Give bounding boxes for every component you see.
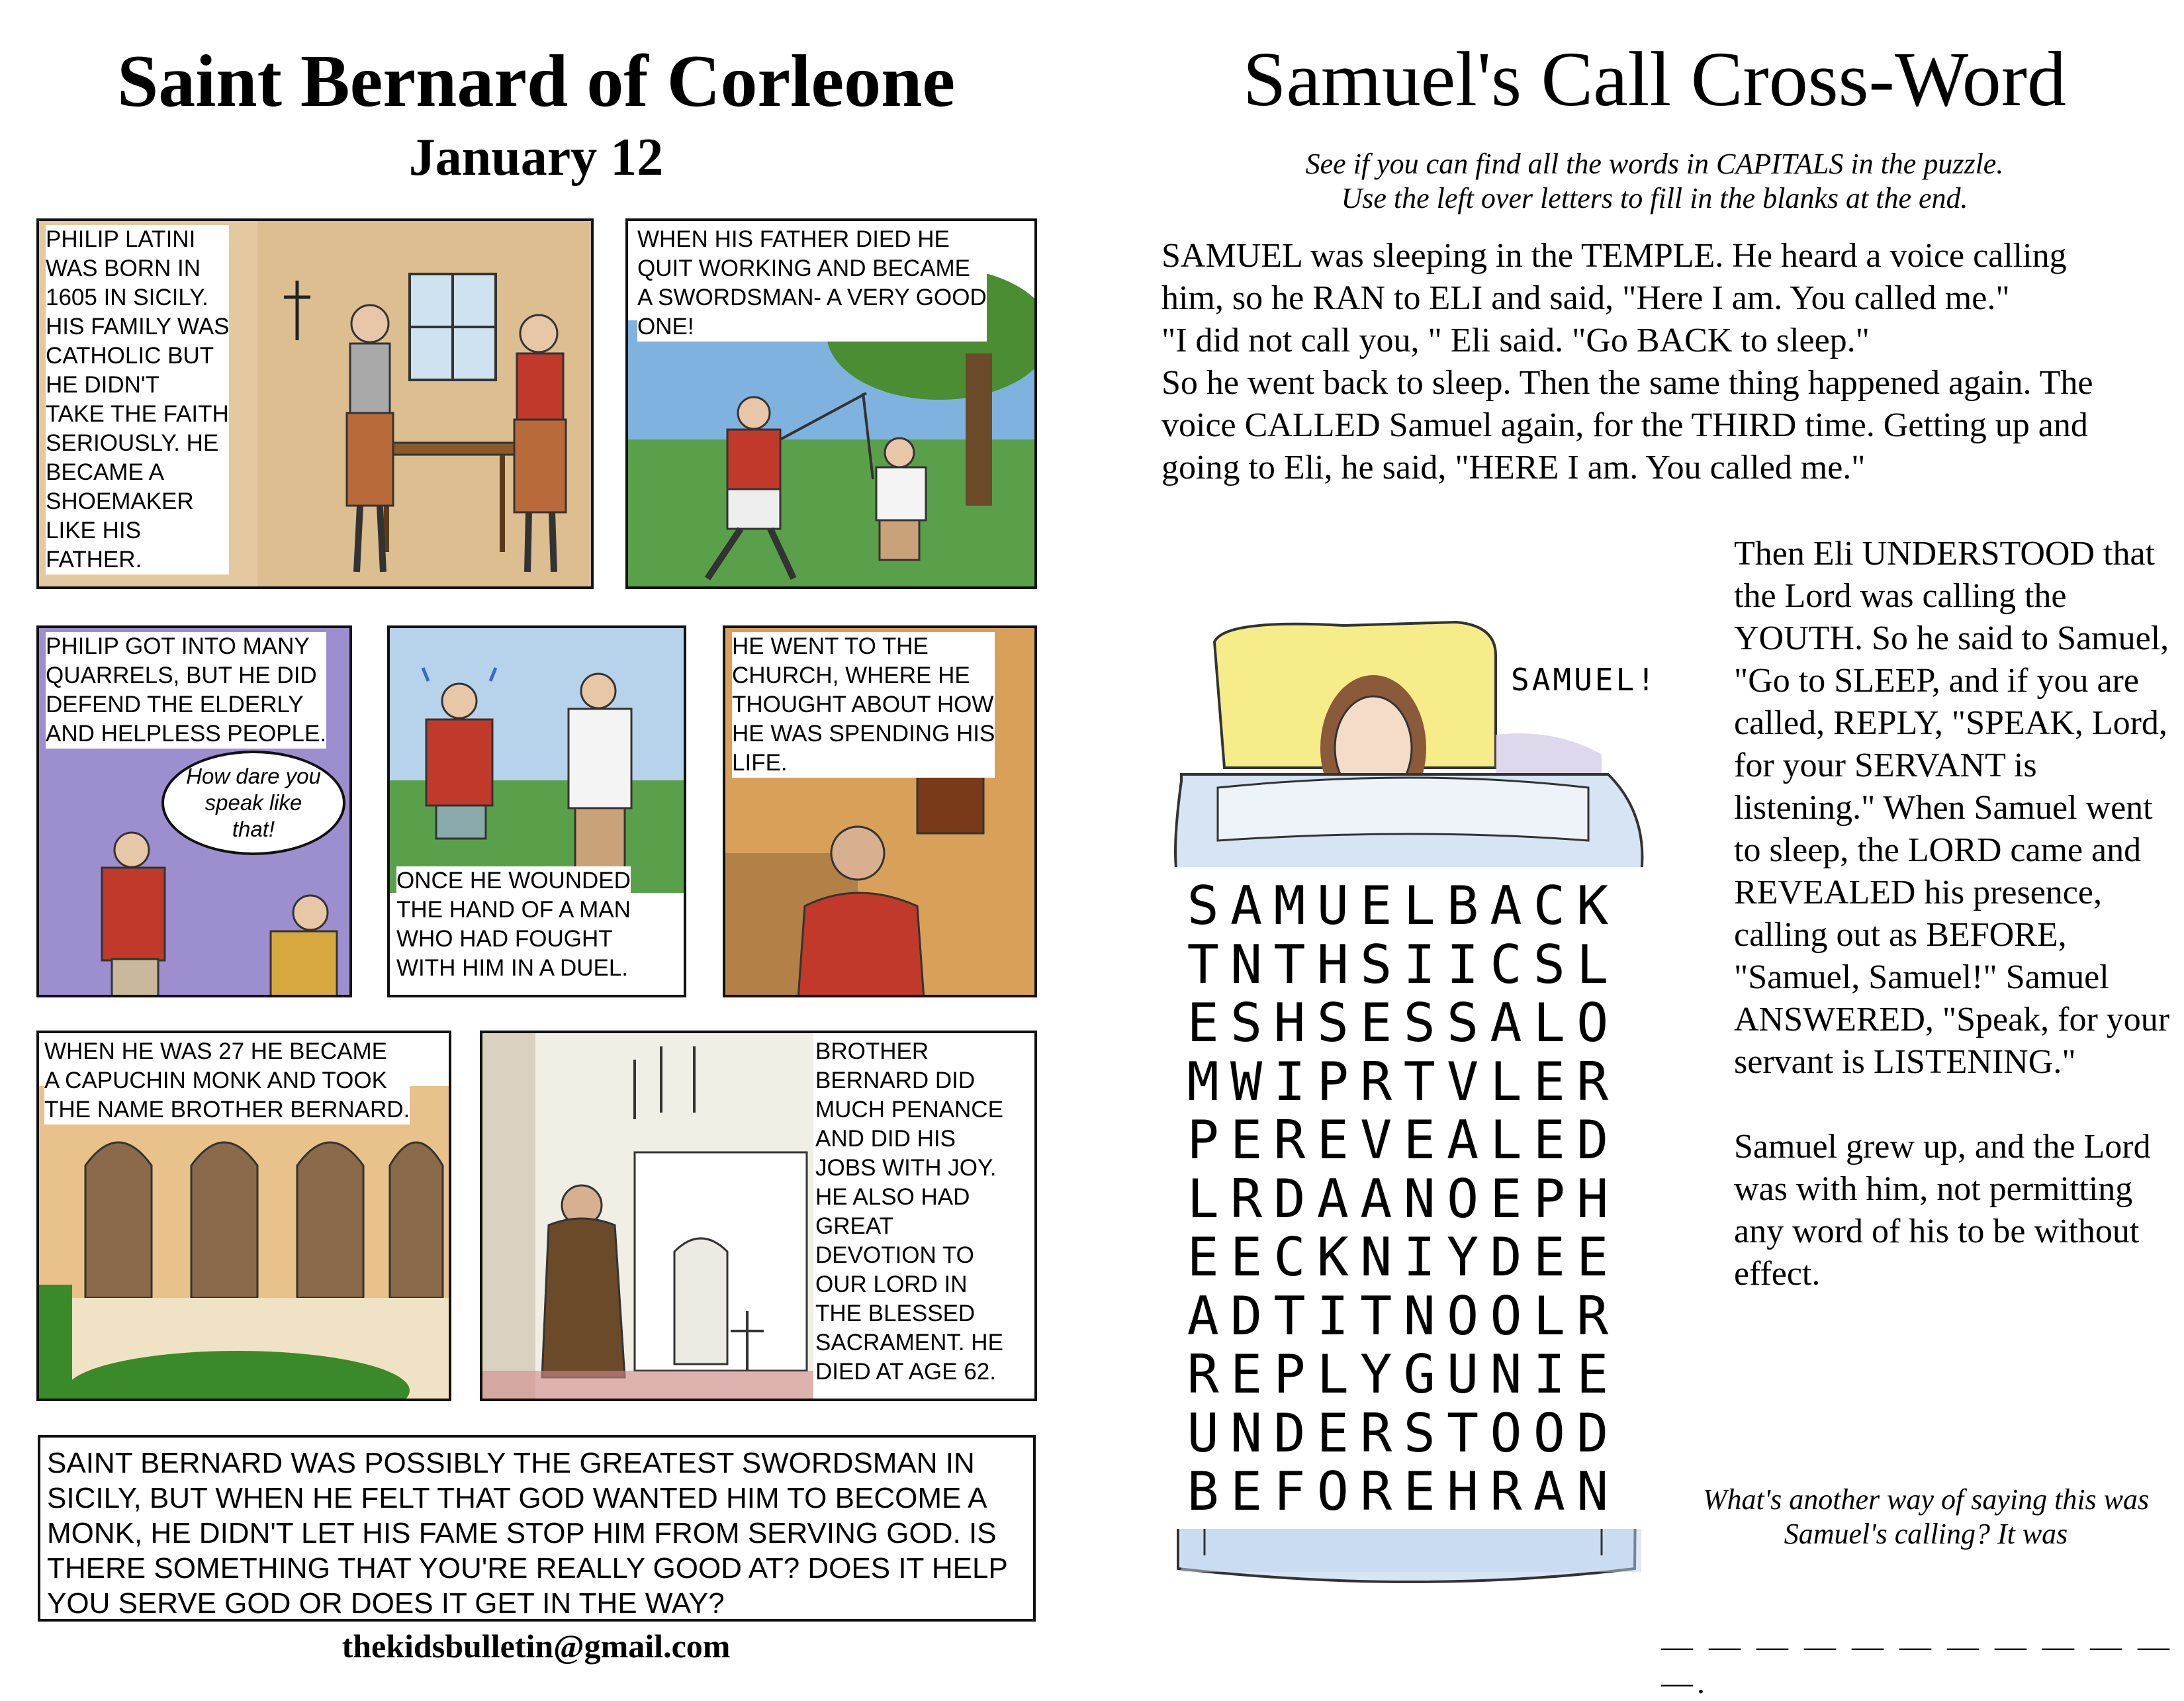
grid-letter[interactable]: A [1490,875,1522,937]
grid-letter[interactable]: O [1490,1285,1522,1347]
grid-letter[interactable]: N [1230,933,1263,995]
grid-letter[interactable]: R [1576,1050,1609,1113]
grid-letter[interactable]: U [1187,1402,1219,1464]
panel-caption: WHEN HIS FATHER DIED HE QUIT WORKING AND BECAME A SWORDSMAN- A VERY GOOD ONE! [637,225,987,342]
grid-letter[interactable]: A [1230,875,1263,937]
grid-letter[interactable]: K [1316,1226,1349,1289]
grid-row [1181,1170,1658,1229]
grid-letter[interactable]: E [1360,875,1392,937]
grid-letter[interactable]: A [1446,1109,1479,1172]
grid-row [1181,1287,1658,1346]
grid-letter[interactable]: W [1230,1050,1263,1113]
grid-letter[interactable]: O [1316,1461,1349,1523]
grid-letter[interactable]: R [1187,1344,1219,1406]
grid-letter[interactable]: S [1360,933,1392,995]
story-text: SAMUEL was sleeping in the TEMPLE. He heard a voice calling him, so he RAN to ELI and said, "Here I am. You called me." "I did not call you, " Eli said. "Go BACK to sleep." So he went back to sleep. Then the same thing happened again. The voice CALLED Samuel again, for the THIRD time. Getting up and going to Eli, he said, "HERE I am. You called me." [1161,237,2093,486]
grid-letter[interactable]: E [1576,1226,1609,1289]
grid-letter[interactable]: N [1360,1226,1392,1289]
grid-letter[interactable]: E [1230,1461,1263,1523]
answer-blanks[interactable]: — — — — — — — — — — — —. [1661,1629,2173,1700]
grid-letter[interactable]: P [1533,1168,1565,1230]
grid-row [1181,1404,1658,1463]
grid-letter[interactable]: B [1446,875,1479,937]
grid-letter[interactable]: R [1230,1168,1263,1230]
grid-letter[interactable]: Y [1360,1344,1392,1406]
grid-letter[interactable]: L [1576,933,1609,995]
grid-letter[interactable]: N [1576,1461,1609,1523]
comic-panel-quarrels [36,625,352,997]
grid-row [1181,994,1658,1053]
panel-caption: BROTHER BERNARD DID MUCH PENANCE AND DID HIS JOBS WITH JOY. HE ALSO HAD GREAT DEVOTION TO OUR LORD IN THE BLESSED SACRAMENT. HE DIED AT AGE 62. [815,1038,1003,1385]
grid-row [1181,1346,1658,1404]
panel-caption: ONCE HE WOUNDED THE HAND OF A MAN WHO HAD FOUGHT WITH HIM IN A DUEL. [396,866,631,983]
grid-letter[interactable]: T [1360,1285,1392,1347]
grid-letter[interactable]: D [1230,1285,1263,1347]
grid-letter[interactable]: L [1533,1285,1565,1347]
grid-letter[interactable]: R [1576,1285,1609,1347]
grid-letter[interactable]: L [1403,875,1435,937]
grid-letter[interactable]: I [1533,1344,1565,1406]
grid-row [1181,1111,1658,1170]
grid-letter[interactable]: D [1273,1402,1306,1464]
grid-letter[interactable]: H [1446,1461,1479,1523]
closing-reflection: SAINT BERNARD WAS POSSIBLY THE GREATEST SWORDSMAN IN SICILY, BUT WHEN HE FELT THAT GOD WANTED HIM TO BECOME A MONK, HE DIDN'T LET HIS FAME STOP HIM FROM SERVING GOD. IS THERE SOMETHING THAT YOU'RE REALLY GOOD AT? DOES IT HELP YOU SERVE GOD OR DOES IT GET IN THE WAY? [38,1435,1036,1622]
grid-letter[interactable]: O [1446,1168,1479,1230]
comic-panel-duel [387,625,686,997]
word-search-grid [1181,877,1658,1522]
comic-panel-capuchin [36,1031,451,1401]
grid-letter[interactable]: L [1533,992,1565,1054]
speech-bubble [161,751,345,855]
grid-letter[interactable]: I [1316,1285,1349,1347]
instructions-line-1: See if you can find all the words in CAPITALS in the puzzle. [1305,148,2004,180]
grid-letter[interactable]: E [1316,1109,1349,1172]
grid-letter[interactable]: S [1403,992,1435,1054]
grid-letter[interactable]: S [1187,875,1219,937]
grid-letter[interactable]: I [1446,933,1479,995]
grid-letter[interactable]: O [1576,992,1609,1054]
grid-row [1181,877,1658,936]
grid-letter[interactable]: E [1490,1168,1522,1230]
grid-letter[interactable]: S [1316,992,1349,1054]
grid-letter[interactable]: P [1187,1109,1219,1172]
grid-letter[interactable]: V [1446,1050,1479,1113]
grid-letter[interactable]: R [1360,1050,1392,1113]
left-page-title: Saint Bernard of Corleone [116,40,956,122]
grid-letter[interactable]: H [1576,1168,1609,1230]
grid-letter[interactable]: O [1490,1402,1522,1464]
contact-email[interactable]: thekidsbulletin@gmail.com [341,1628,731,1665]
grid-letter[interactable]: B [1187,1461,1219,1523]
grid-letter[interactable]: S [1230,992,1263,1054]
grid-letter[interactable]: U [1316,875,1349,937]
comic-panel-shoemaker [36,218,594,589]
grid-letter[interactable]: R [1360,1402,1392,1464]
panel-caption: WHEN HE WAS 27 HE BECAME A CAPUCHIN MONK AND TOOK THE NAME BROTHER BERNARD. [44,1037,410,1125]
grid-row [1181,1463,1658,1522]
grid-letter[interactable]: L [1490,1050,1522,1113]
grid-letter[interactable]: R [1360,1461,1392,1523]
grid-letter[interactable]: C [1273,1226,1306,1289]
grid-letter[interactable]: A [1490,992,1522,1054]
grid-letter[interactable]: D [1576,1402,1609,1464]
grid-row [1181,933,1658,995]
grid-letter[interactable]: L [1187,1168,1219,1230]
grid-letter[interactable]: E [1187,992,1219,1054]
speech-text: How dare you speak like that! [186,764,321,841]
grid-letter[interactable]: E [1533,1109,1565,1172]
grid-letter[interactable]: O [1533,1402,1565,1464]
grid-letter[interactable]: H [1316,933,1349,995]
grid-letter[interactable]: P [1316,1050,1349,1113]
grid-letter[interactable]: M [1273,875,1306,937]
grid-letter[interactable]: E [1230,1226,1263,1289]
grid-letter[interactable]: R [1273,1109,1306,1172]
grid-letter[interactable]: E [1576,1344,1609,1406]
grid-letter[interactable]: E [1533,1050,1565,1113]
grid-letter[interactable]: G [1403,1344,1435,1406]
grid-letter[interactable]: N [1403,1168,1435,1230]
grid-letter[interactable]: D [1576,1109,1609,1172]
grid-letter[interactable]: C [1533,875,1565,937]
grid-letter[interactable]: E [1230,1109,1263,1172]
grid-letter[interactable]: T [1446,1402,1479,1464]
grid-letter[interactable]: T [1273,1285,1306,1347]
grid-letter[interactable]: I [1273,1050,1306,1113]
grid-letter[interactable]: D [1490,1226,1522,1289]
grid-letter[interactable]: E [1187,1226,1219,1289]
grid-letter[interactable]: A [1187,1285,1219,1347]
grid-letter[interactable]: A [1360,1168,1392,1230]
grid-letter[interactable]: E [1533,1226,1565,1289]
grid-letter[interactable]: C [1490,933,1522,995]
grid-letter[interactable]: E [1360,992,1392,1054]
panel-caption: PHILIP LATINI WAS BORN IN 1605 IN SICILY. HIS FAMILY WAS CATHOLIC BUT HE DIDN'T TAKE THE FAITH SERIOUSLY. HE BECAME A SHOEMAKER LIKE HIS FATHER. [46,225,229,575]
panel-caption: HE WENT TO THE CHURCH, WHERE HE THOUGHT ABOUT HOW HE WAS SPENDING HIS LIFE. [732,632,995,778]
grid-letter[interactable]: N [1230,1402,1263,1464]
puzzle-question: What's another way of saying this was Samuel's calling? It was [1702,1483,2150,1550]
grid-letter[interactable]: S [1446,992,1479,1054]
grid-letter[interactable]: T [1187,933,1219,995]
story-text-side: Then Eli UNDERSTOOD that the Lord was calling the YOUTH. So he said to Samuel, "Go to SLEEP, and if you are called, REPLY, "SPEAK, Lord, for your SERVANT is listening." When Samuel went to sleep, the LORD came and REVEALED his presence, calling out as BEFORE, "Samuel, Samuel!" Samuel ANSWERED, "Speak, for your servant is LISTENING." Samuel grew up, and the Lord was with him, not permitting any word of his to be without effect. [1734,535,2170,1293]
grid-letter[interactable]: O [1446,1285,1479,1347]
grid-letter[interactable]: S [1533,933,1565,995]
grid-letter[interactable]: E [1230,1344,1263,1406]
grid-letter[interactable]: I [1403,1226,1435,1289]
voice-calling-samuel: SAMUEL! [1511,662,1658,698]
grid-letter[interactable]: R [1490,1461,1522,1523]
right-page-title: Samuel's Call Cross-Word [1242,36,2067,122]
grid-letter[interactable]: P [1273,1344,1306,1406]
panel-caption: PHILIP GOT INTO MANY QUARRELS, BUT HE DID DEFEND THE ELDERLY AND HELPLESS PEOPLE. [46,632,326,749]
comic-panel-church [723,625,1037,997]
altar-prayer-illustration [482,1033,813,1401]
grid-letter[interactable]: K [1576,875,1609,937]
grid-letter[interactable]: L [1316,1344,1349,1406]
grid-row [1181,1228,1658,1287]
grid-letter[interactable]: Y [1446,1226,1479,1289]
grid-letter[interactable]: A [1533,1461,1565,1523]
comic-panel-swordsman [625,218,1037,589]
grid-letter[interactable]: T [1403,1050,1435,1113]
grid-letter[interactable]: I [1403,933,1435,995]
grid-letter[interactable]: T [1273,933,1306,995]
grid-letter[interactable]: E [1403,1461,1435,1523]
grid-letter[interactable]: V [1360,1109,1392,1172]
grid-letter[interactable]: D [1273,1168,1306,1230]
grid-letter[interactable]: N [1403,1285,1435,1347]
grid-letter[interactable]: H [1273,992,1306,1054]
grid-row [1181,1050,1658,1113]
grid-letter[interactable]: S [1403,1402,1435,1464]
grid-letter[interactable]: L [1490,1109,1522,1172]
grid-letter[interactable]: N [1490,1344,1522,1406]
grid-letter[interactable]: F [1273,1461,1306,1523]
feast-date: January 12 [408,128,664,187]
comic-panel-sacrament [480,1031,1037,1401]
grid-letter[interactable]: A [1316,1168,1349,1230]
grid-letter[interactable]: E [1316,1402,1349,1464]
puzzle-instructions [1125,147,2184,216]
instructions-line-2: Use the left over letters to fill in the blanks at the end. [1341,182,1968,214]
grid-letter[interactable]: U [1446,1344,1479,1406]
grid-letter[interactable]: E [1403,1109,1435,1172]
grid-letter[interactable]: M [1187,1050,1219,1113]
